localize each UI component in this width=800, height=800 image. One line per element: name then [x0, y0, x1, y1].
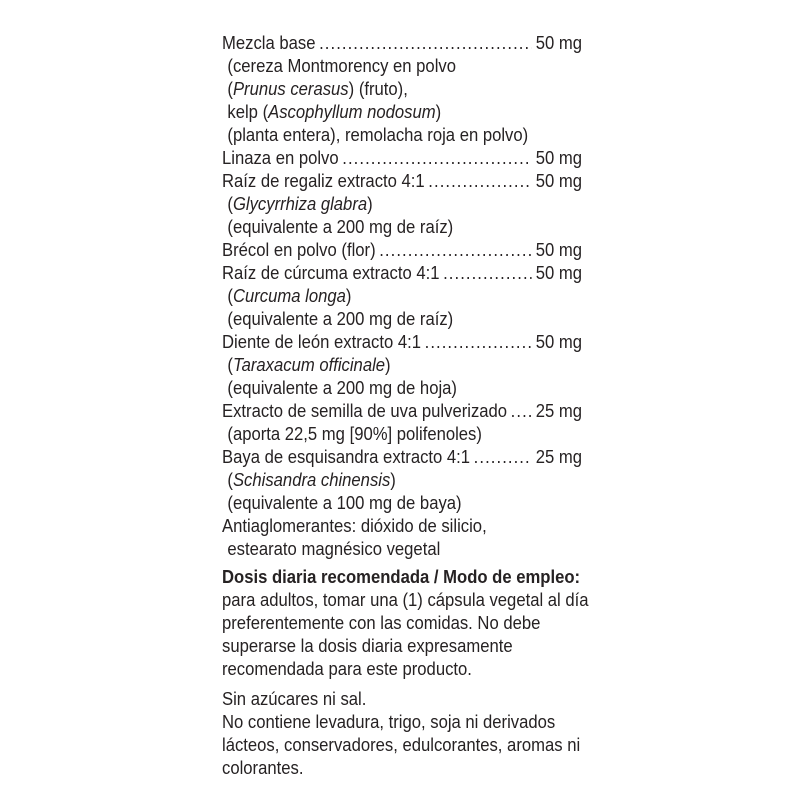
dosage-section — [222, 565, 589, 680]
ingredient-row — [222, 399, 582, 422]
ingredient-row — [222, 31, 582, 54]
ingredient-detail — [222, 54, 582, 77]
ingredient-row — [222, 169, 582, 192]
ingredient-name: Diente de león extracto 4:1 — [222, 331, 422, 352]
detail-text: (equivalente a 200 mg de hoja) — [227, 377, 457, 398]
ingredient-detail — [222, 376, 582, 399]
detail-text: ) — [345, 285, 352, 306]
ingredient-row — [222, 261, 582, 284]
latin-name: Schisandra chinensis — [232, 469, 391, 490]
dotted-leader — [379, 238, 531, 261]
ingredient-detail — [222, 468, 582, 491]
detail-text: ( — [227, 193, 233, 214]
detail-text: ) — [435, 101, 442, 122]
ingredient-name: Linaza en polvo — [222, 147, 339, 168]
detail-text: ( — [227, 354, 233, 375]
detail-text: ( — [227, 285, 233, 306]
note-line: lácteos, conservadores, edulcorantes, aromas ni — [222, 734, 581, 755]
dotted-leader — [428, 169, 531, 192]
detail-text: ) — [390, 469, 396, 490]
ingredient-detail — [222, 353, 582, 376]
ingredient-detail — [222, 307, 582, 330]
dosage-line: preferentemente con las comidas. No debe — [222, 612, 541, 633]
latin-name: Glycyrrhiza glabra — [232, 193, 368, 214]
ingredient-detail — [222, 215, 582, 238]
detail-text: ( — [227, 469, 233, 490]
notes-section — [222, 687, 582, 779]
dosage-line: para adultos, tomar una (1) cápsula vegetal al día — [222, 589, 589, 610]
ingredient-amount: 50 mg — [535, 170, 582, 191]
note-line: Sin azúcares ni sal. — [222, 688, 367, 709]
dotted-leader — [511, 399, 532, 422]
ingredients-list — [222, 31, 582, 560]
dotted-leader — [319, 31, 531, 54]
latin-name: Ascophyllum nodosum — [268, 101, 436, 122]
ingredient-name: Baya de esquisandra extracto 4:1 — [222, 446, 471, 467]
detail-text: ( — [227, 78, 233, 99]
detail-text: ) — [367, 193, 373, 214]
ingredient-amount: 50 mg — [535, 239, 582, 260]
ingredient-detail — [222, 77, 582, 100]
ingredient-name: Raíz de cúrcuma extracto 4:1 — [222, 262, 440, 283]
ingredient-detail — [222, 192, 582, 215]
dosage-heading: Dosis diaria recomendada / Modo de empleo: — [222, 566, 581, 587]
ingredient-amount: 50 mg — [535, 331, 582, 352]
ingredient-name: Antiaglomerantes: dióxido de silicio, — [222, 515, 487, 536]
ingredient-row — [222, 445, 582, 468]
ingredient-amount: 50 mg — [535, 32, 582, 53]
supplement-label — [222, 31, 589, 779]
ingredient-name: Brécol en polvo (flor) — [222, 239, 376, 260]
dotted-leader — [474, 445, 532, 468]
latin-name: Curcuma longa — [232, 285, 346, 306]
ingredient-detail — [222, 491, 582, 514]
detail-text: (planta entera), remolacha roja en polvo) — [227, 124, 529, 145]
note-line: No contiene levadura, trigo, soja ni derivados — [222, 711, 556, 732]
detail-text: (cereza Montmorency en polvo — [227, 55, 456, 76]
dotted-leader — [342, 146, 531, 169]
detail-text: (equivalente a 200 mg de raíz) — [227, 216, 454, 237]
note-line: colorantes. — [222, 757, 304, 778]
ingredient-detail — [222, 422, 582, 445]
detail-text: ) (fruto), — [348, 78, 408, 99]
detail-text: (equivalente a 100 mg de baya) — [227, 492, 462, 513]
latin-name: Prunus cerasus — [232, 78, 349, 99]
ingredient-detail — [222, 123, 582, 146]
dosage-line: recomendada para este producto. — [222, 658, 472, 679]
ingredient-row — [222, 146, 582, 169]
ingredient-amount: 50 mg — [535, 262, 582, 283]
ingredient-name: Extracto de semilla de uva pulverizado — [222, 400, 508, 421]
ingredient-row — [222, 330, 582, 353]
detail-text: kelp ( — [227, 101, 269, 122]
dotted-leader — [443, 261, 531, 284]
ingredient-name: Mezcla base — [222, 32, 316, 53]
ingredient-row — [222, 514, 582, 537]
detail-text: (equivalente a 200 mg de raíz) — [227, 308, 454, 329]
ingredient-amount: 25 mg — [535, 400, 582, 421]
detail-text: estearato magnésico vegetal — [227, 538, 441, 559]
detail-text: ) — [385, 354, 391, 375]
dosage-line: superarse la dosis diaria expresamente — [222, 635, 513, 656]
ingredient-detail — [222, 284, 582, 307]
ingredient-name: Raíz de regaliz extracto 4:1 — [222, 170, 425, 191]
ingredient-amount: 50 mg — [535, 147, 582, 168]
ingredient-detail — [222, 100, 582, 123]
ingredient-amount: 25 mg — [535, 446, 582, 467]
dosage-body — [222, 588, 589, 680]
latin-name: Taraxacum officinale — [232, 354, 386, 375]
detail-text: (aporta 22,5 mg [90%] polifenoles) — [227, 423, 482, 444]
ingredient-detail — [222, 537, 582, 560]
ingredient-row — [222, 238, 582, 261]
dotted-leader — [425, 330, 532, 353]
